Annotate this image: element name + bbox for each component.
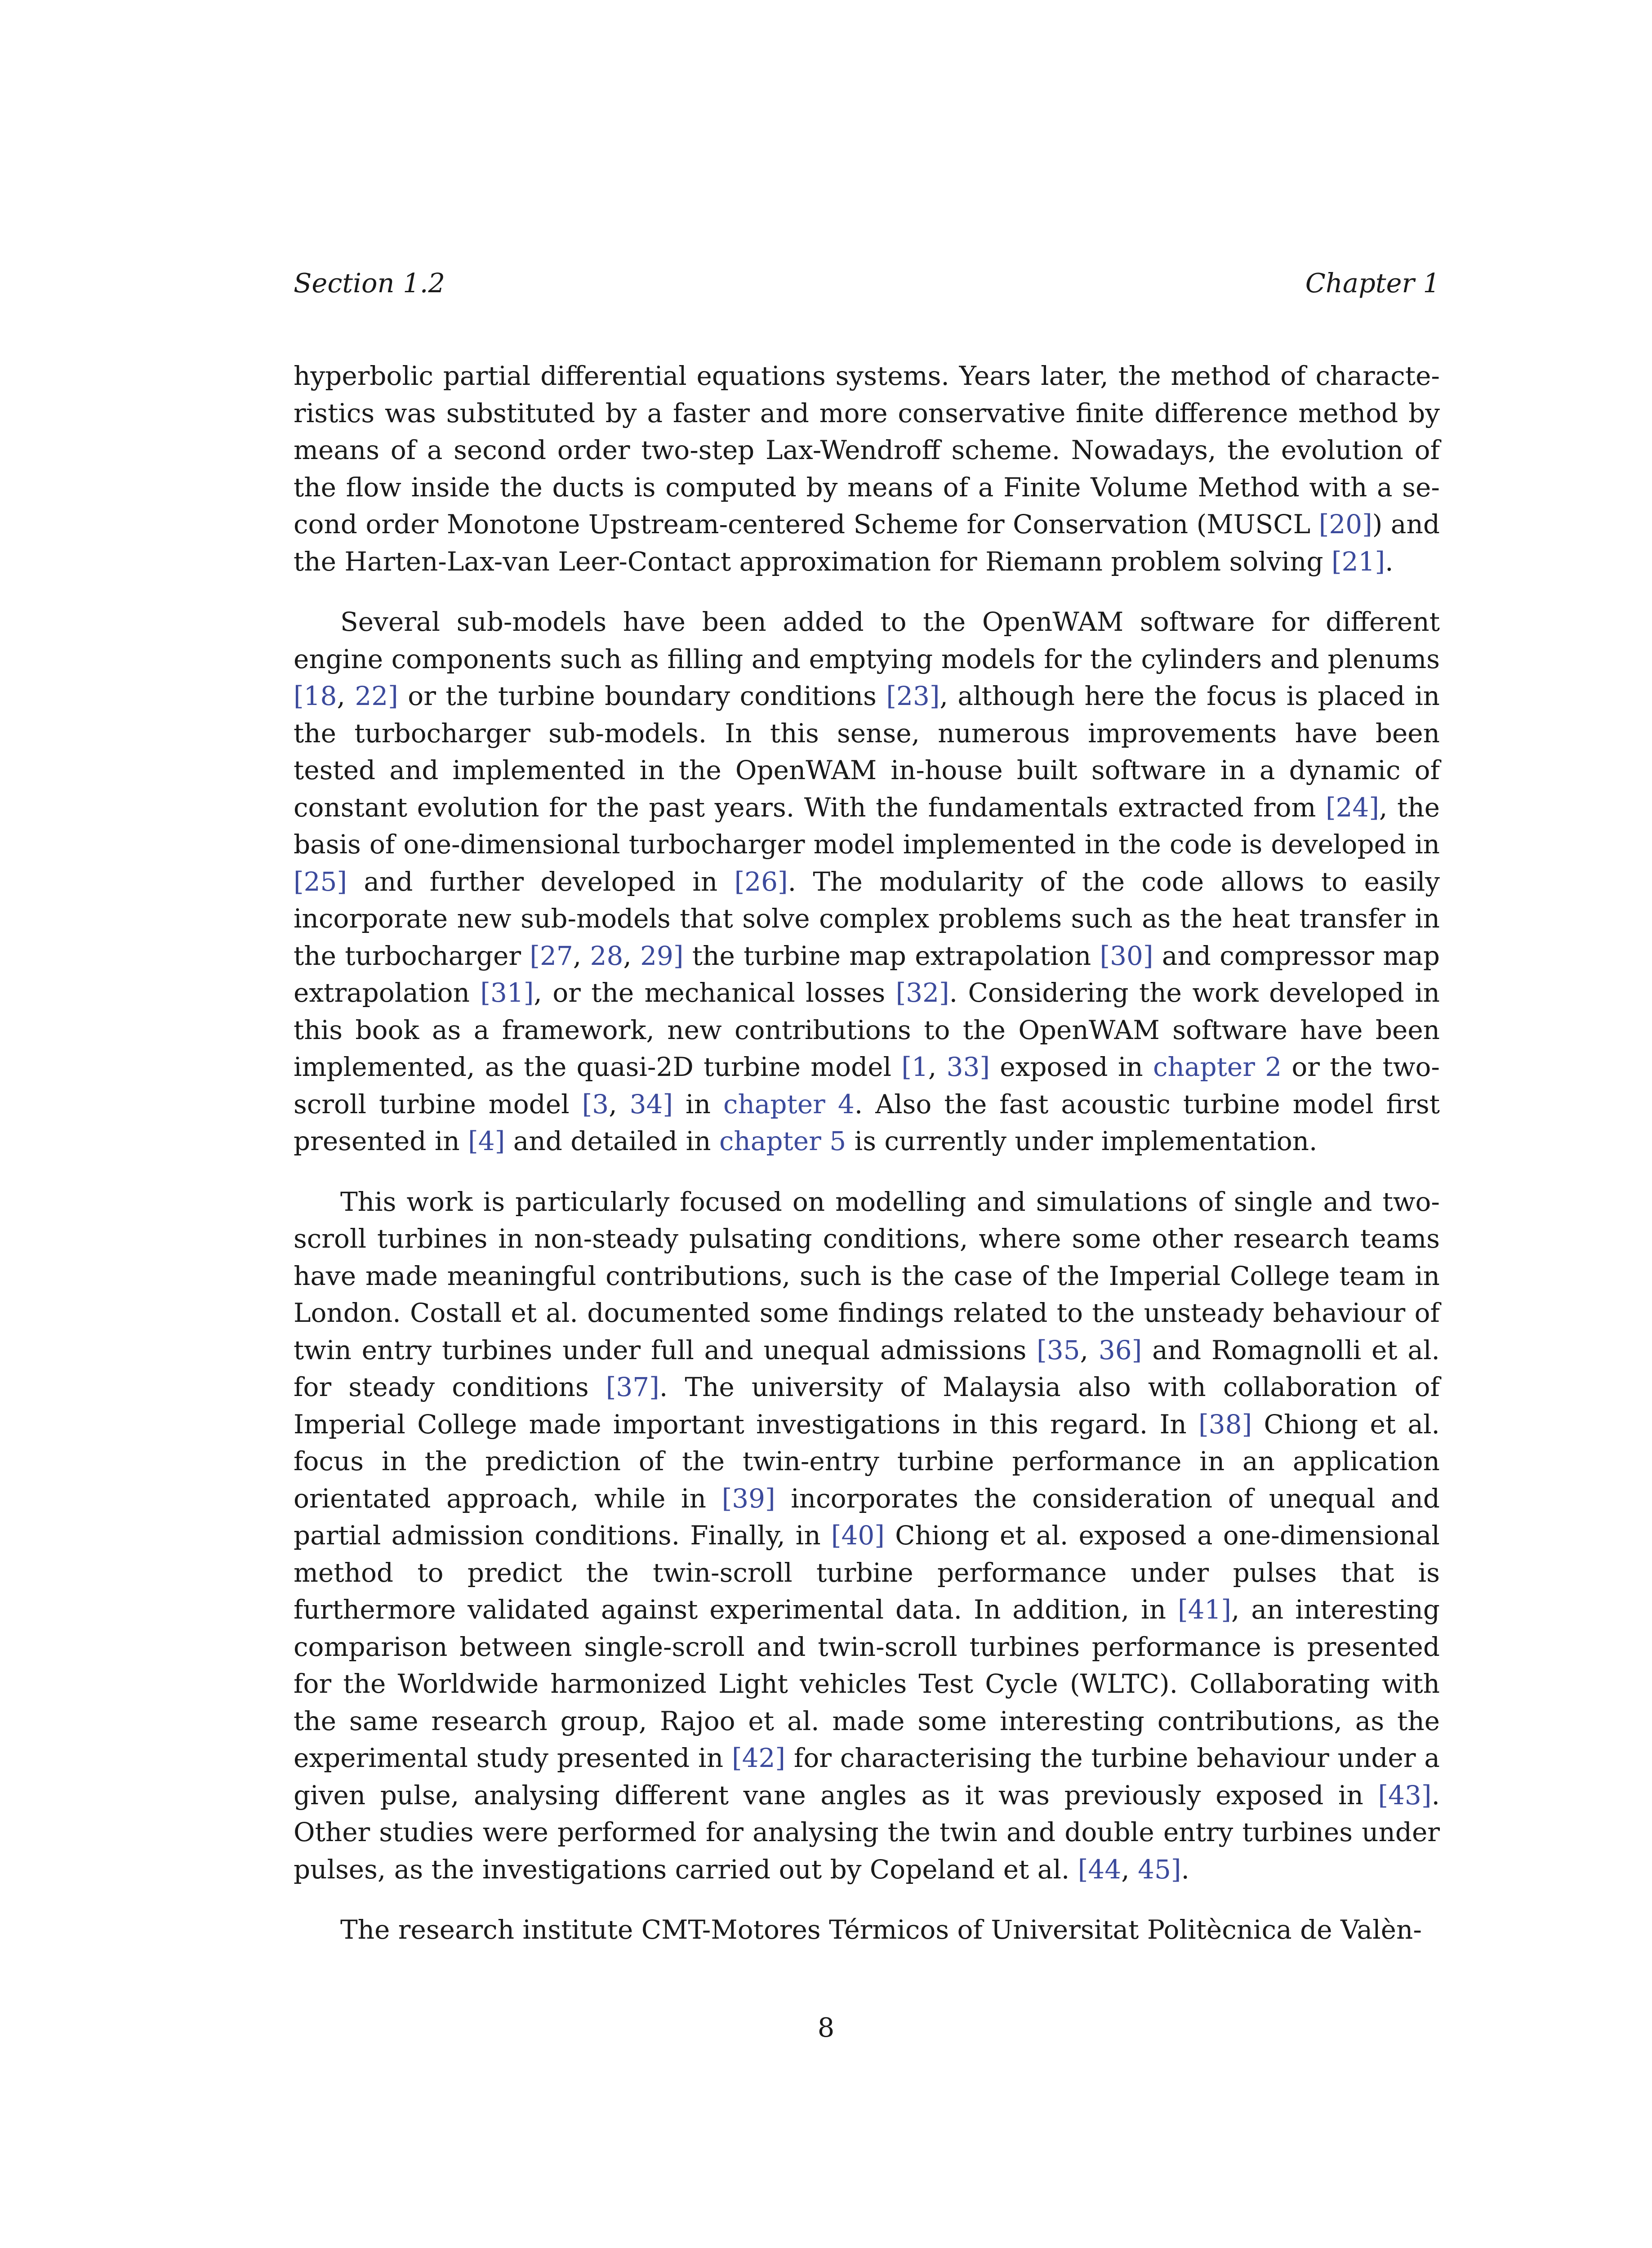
text-run: . (1181, 1854, 1189, 1885)
text-run: ) and the Harten-Lax-van Leer-Contact approximation for Riemann problem solving (294, 509, 1440, 577)
citation-38[interactable]: [38] (1198, 1409, 1252, 1440)
citation-41[interactable]: [41] (1177, 1594, 1232, 1625)
citation-37[interactable]: [37] (606, 1372, 659, 1402)
text-run: . Other studies were performed for analysing the twin and double entry turbines under pulses, as the investigations carried out by Copeland et al. (294, 1780, 1440, 1885)
text-run: , (573, 940, 590, 971)
chapter-2-link[interactable]: chapter 2 (1153, 1052, 1282, 1082)
chapter-4-link[interactable]: chapter 4 (723, 1088, 855, 1120)
running-head (294, 265, 1440, 301)
text-run: . (1385, 546, 1394, 577)
citation-29[interactable]: 29] (640, 940, 684, 971)
text-run: the turbine map extrapolation (683, 940, 1100, 971)
paragraph-1 (294, 357, 1440, 580)
text-run: Chiong et al. exposed a one-dimensional method to predict the twin-scroll turbine performance under pulses that is furthermore validated against experimental data. In addition, in (294, 1520, 1440, 1625)
paragraph-4 (294, 1911, 1440, 1949)
text-run: hyperbolic partial differential equations systems. Years later, the method of characteristics was substituted by a faster and more conservative finite difference method by means of a second order two-step Lax-Wendroff scheme. Nowadays, the evolution of the flow inside the ducts is computed by means of a Finite Volume Method with a second order Monotone Upstream-centered Scheme for Conservation (MUSCL (294, 361, 1440, 540)
text-run: exposed in (990, 1052, 1153, 1082)
citation-32[interactable]: [32] (895, 977, 949, 1008)
chapter-5-link[interactable]: chapter 5 (719, 1126, 846, 1156)
citation-35[interactable]: [35 (1037, 1334, 1080, 1365)
text-run: This work is particularly focused on modelling and simulations of single and two-scroll turbines in non-steady pulsating conditions, where some other research teams have made meaningful contributions, such is the case of the Imperial College team in London. Costall et al. documented some findings related to the unsteady behaviour of twin entry turbines under full and unequal admissions (294, 1186, 1440, 1365)
text-run: or the two-scroll turbine model (294, 1052, 1440, 1120)
citation-28[interactable]: 28 (590, 940, 623, 971)
text-run: or the turbine boundary conditions (398, 681, 886, 711)
citation-39[interactable]: [39] (721, 1483, 775, 1514)
text-run: , (623, 940, 641, 971)
text-run: . The university of Malaysia also with collaboration of Imperial College made important investigations in this regard. In (294, 1372, 1440, 1440)
text-run: for characterising the turbine behaviour under a given pulse, analysing different vane angles as it was previously exposed in (294, 1743, 1440, 1811)
text-run: . Also the fast acoustic turbine model first presented in (294, 1088, 1440, 1156)
text-run: , (337, 681, 355, 711)
text-run: and Romagnolli et al. for steady conditions (294, 1334, 1440, 1402)
citation-45[interactable]: 45] (1138, 1854, 1181, 1885)
citation-43[interactable]: [43] (1378, 1780, 1432, 1811)
citation-27[interactable]: [27 (530, 940, 573, 971)
citation-21[interactable]: [21] (1331, 546, 1385, 577)
paragraph-2 (294, 603, 1440, 1160)
text-run: in (673, 1088, 723, 1120)
citation-30[interactable]: [30] (1100, 940, 1153, 971)
citation-23[interactable]: [23] (886, 681, 940, 711)
text-run: is currently under implementation. (846, 1126, 1318, 1156)
text-run: . Considering the work developed in this book as a framework, new contributions to the OpenWAM software have been implemented, as the quasi-2D turbine model (294, 977, 1440, 1082)
citation-20[interactable]: [20] (1318, 509, 1372, 540)
text-run: , the basis of one-dimensional turbocharger model implemented in the code is developed in (294, 792, 1440, 860)
citation-1[interactable]: [1 (901, 1052, 928, 1082)
citation-18[interactable]: [18 (294, 681, 337, 711)
text-run: Chiong et al. focus in the prediction of the twin-entry turbine performance in an application orientated approach, while in (294, 1409, 1440, 1514)
text-run: , an interesting comparison between single-scroll and twin-scroll turbines performance is presented for the Worldwide harmonized Light vehicles Test Cycle (WLTC). Collaborating with the same research group, Rajoo et al. made some interesting contributions, as the experimental study presented in (294, 1594, 1440, 1773)
text-run: Several sub-models have been added to the OpenWAM software for different engine components such as filling and emptying models for the cylinders and plenums (294, 607, 1440, 674)
text-run: , (1080, 1334, 1099, 1365)
text-run: , (609, 1088, 630, 1120)
page-number: 8 (817, 2012, 835, 2043)
citation-26[interactable]: [26] (734, 866, 788, 897)
citation-36[interactable]: 36] (1098, 1334, 1142, 1365)
text-run: and further developed in (347, 866, 735, 897)
paragraph-3 (294, 1183, 1440, 1888)
citation-44[interactable]: [44 (1078, 1854, 1122, 1885)
citation-34[interactable]: 34] (629, 1088, 673, 1120)
citation-42[interactable]: [42] (731, 1743, 786, 1773)
citation-31[interactable]: [31] (480, 977, 534, 1008)
text-run: . The modularity of the code allows to easily incorporate new sub-models that solve complex problems such as the heat transfer in the turbocharger (294, 866, 1440, 971)
citation-24[interactable]: [24] (1325, 792, 1380, 823)
body-text (294, 357, 1440, 1972)
citation-40[interactable]: [40] (831, 1520, 885, 1551)
text-run: and compressor map extrapolation (294, 940, 1440, 1008)
running-head-chapter: Chapter 1 (1305, 268, 1440, 299)
citation-4[interactable]: [4] (468, 1126, 505, 1156)
text-run: incorporates the consideration of unequal and partial admission conditions. Finally, in (294, 1483, 1440, 1551)
text-run: , although here the focus is placed in the turbocharger sub-models. In this sense, numerous improvements have been tested and implemented in the OpenWAM in-house built software in a dynamic of constant evolution for the past years. With the fundamentals extracted from (294, 681, 1440, 823)
running-head-section: Section 1.2 (294, 268, 445, 299)
citation-22[interactable]: 22] (355, 681, 398, 711)
citation-33[interactable]: 33] (946, 1052, 990, 1082)
text-run: and detailed in (505, 1126, 719, 1156)
text-run: , (928, 1052, 947, 1082)
citation-3[interactable]: [3 (582, 1088, 609, 1120)
text-run: , (1121, 1854, 1138, 1885)
text-run: , or the mechanical losses (534, 977, 896, 1008)
text-run: The research institute CMT-Motores Térmicos of Universitat Politècnica de Valèn- (340, 1914, 1422, 1945)
citation-25[interactable]: [25] (294, 866, 347, 897)
